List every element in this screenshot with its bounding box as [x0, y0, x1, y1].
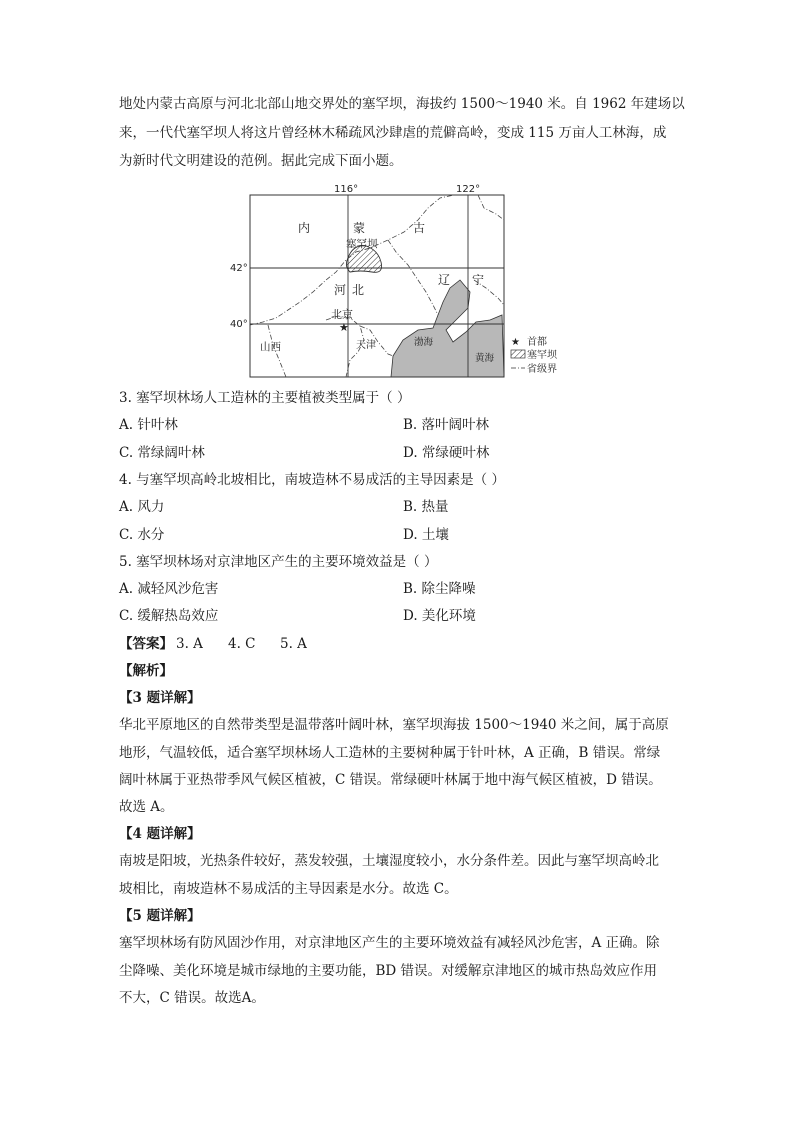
label-ning: 宁: [472, 273, 485, 287]
detail-5-line-3: 不大，C 错误。故选A。: [119, 990, 265, 1006]
answer-4: 4. C: [228, 636, 256, 652]
beijing-star-icon: ★: [339, 321, 349, 334]
intro-line-3: 为新时代文明建设的范例。据此完成下面小题。: [119, 153, 403, 169]
q5-option-d: D. 美化环境: [403, 608, 476, 624]
legend-hatch-swatch: [511, 350, 525, 358]
label-gu: 古: [413, 221, 426, 235]
intro-line-1: 地处内蒙古高原与河北北部山地交界处的塞罕坝，海拔约 1500～1940 米。自 1962 年建场以: [119, 96, 685, 112]
label-bohai: 渤海: [414, 337, 434, 348]
q3-option-a: A. 针叶林: [119, 417, 178, 433]
q4-option-b: B. 热量: [403, 499, 449, 515]
detail-4-heading: 【4 题详解】: [119, 826, 201, 842]
q3-option-b: B. 落叶阔叶林: [403, 417, 490, 433]
q4-option-a: A. 风力: [119, 499, 165, 515]
label-tianjin: 天津: [356, 340, 376, 351]
detail-3-line-2: 地形，气温较低，适合塞罕坝林场人工造林的主要树种属于针叶林，A 正确，B 错误。常绿: [119, 745, 661, 761]
q4-option-d: D. 土壤: [403, 527, 449, 543]
lat-label-40: 40°: [230, 319, 248, 330]
lon-label-116: 116°: [334, 184, 359, 195]
analysis-label: 【解析】: [119, 663, 173, 679]
question-3-stem: 3. 塞罕坝林场人工造林的主要植被类型属于（ ）: [119, 390, 411, 406]
answer-5: 5. A: [280, 636, 307, 652]
legend-capital-label: 首都: [527, 337, 547, 348]
answer-3: 3. A: [176, 636, 203, 652]
label-he: 河: [334, 283, 347, 297]
lat-label-42: 42°: [230, 263, 248, 274]
label-bei: 北: [352, 283, 365, 297]
location-map: [228, 180, 598, 380]
detail-4-line-2: 坡相比，南坡造林不易成活的主导因素是水分。故选 C。: [119, 881, 458, 897]
label-liao: 辽: [438, 273, 451, 287]
question-4-stem: 4. 与塞罕坝高岭北坡相比，南坡造林不易成活的主导因素是（ ）: [119, 472, 505, 488]
label-nei: 内: [298, 221, 311, 235]
detail-5-line-1: 塞罕坝林场有防风固沙作用，对京津地区产生的主要环境效益有减轻风沙危害，A 正确。除: [119, 935, 660, 951]
q4-option-c: C. 水分: [119, 527, 165, 543]
q3-option-d: D. 常绿硬叶林: [403, 445, 490, 461]
q5-option-c: C. 缓解热岛效应: [119, 608, 219, 624]
q5-option-a: A. 减轻风沙危害: [119, 581, 219, 597]
detail-3-line-1: 华北平原地区的自然带类型是温带落叶阔叶林，塞罕坝海拔 1500～1940 米之间，属于高原: [119, 717, 669, 733]
detail-3-heading: 【3 题详解】: [119, 690, 201, 706]
label-huanghai: 黄海: [475, 353, 495, 364]
legend-star-icon: ★: [511, 337, 520, 348]
detail-4-line-1: 南坡是阳坡，光热条件较好，蒸发较强，土壤湿度较小，水分条件差。因此与塞罕坝高岭北: [119, 853, 659, 869]
lon-label-122: 122°: [456, 184, 481, 195]
detail-3-line-4: 故选 A。: [119, 799, 174, 815]
intro-line-2: 来，一代代塞罕坝人将这片曾经林木稀疏风沙肆虐的荒僻高岭，变成 115 万亩人工林海，成: [119, 125, 667, 141]
legend-saihanba-label: 塞罕坝: [527, 350, 557, 361]
label-shanxi: 山西: [260, 341, 281, 353]
label-beijing: 北京: [331, 308, 353, 321]
question-5-stem: 5. 塞罕坝林场对京津地区产生的主要环境效益是（ ）: [119, 554, 438, 570]
legend-boundary-label: 省级界: [527, 364, 557, 375]
q5-option-b: B. 除尘降噪: [403, 581, 476, 597]
detail-3-line-3: 阔叶林属于亚热带季风气候区植被，C 错误。常绿硬叶林属于地中海气候区植被，D 错误。: [119, 772, 662, 788]
detail-5-line-2: 尘降噪、美化环境是城市绿地的主要功能，BD 错误。对缓解京津地区的城市热岛效应作用: [119, 963, 658, 979]
q3-option-c: C. 常绿阔叶林: [119, 445, 205, 461]
answer-label: 【答案】: [119, 636, 173, 652]
label-meng: 蒙: [353, 221, 366, 235]
label-saihanba: 塞罕坝: [346, 238, 378, 250]
detail-5-heading: 【5 题详解】: [119, 908, 201, 924]
